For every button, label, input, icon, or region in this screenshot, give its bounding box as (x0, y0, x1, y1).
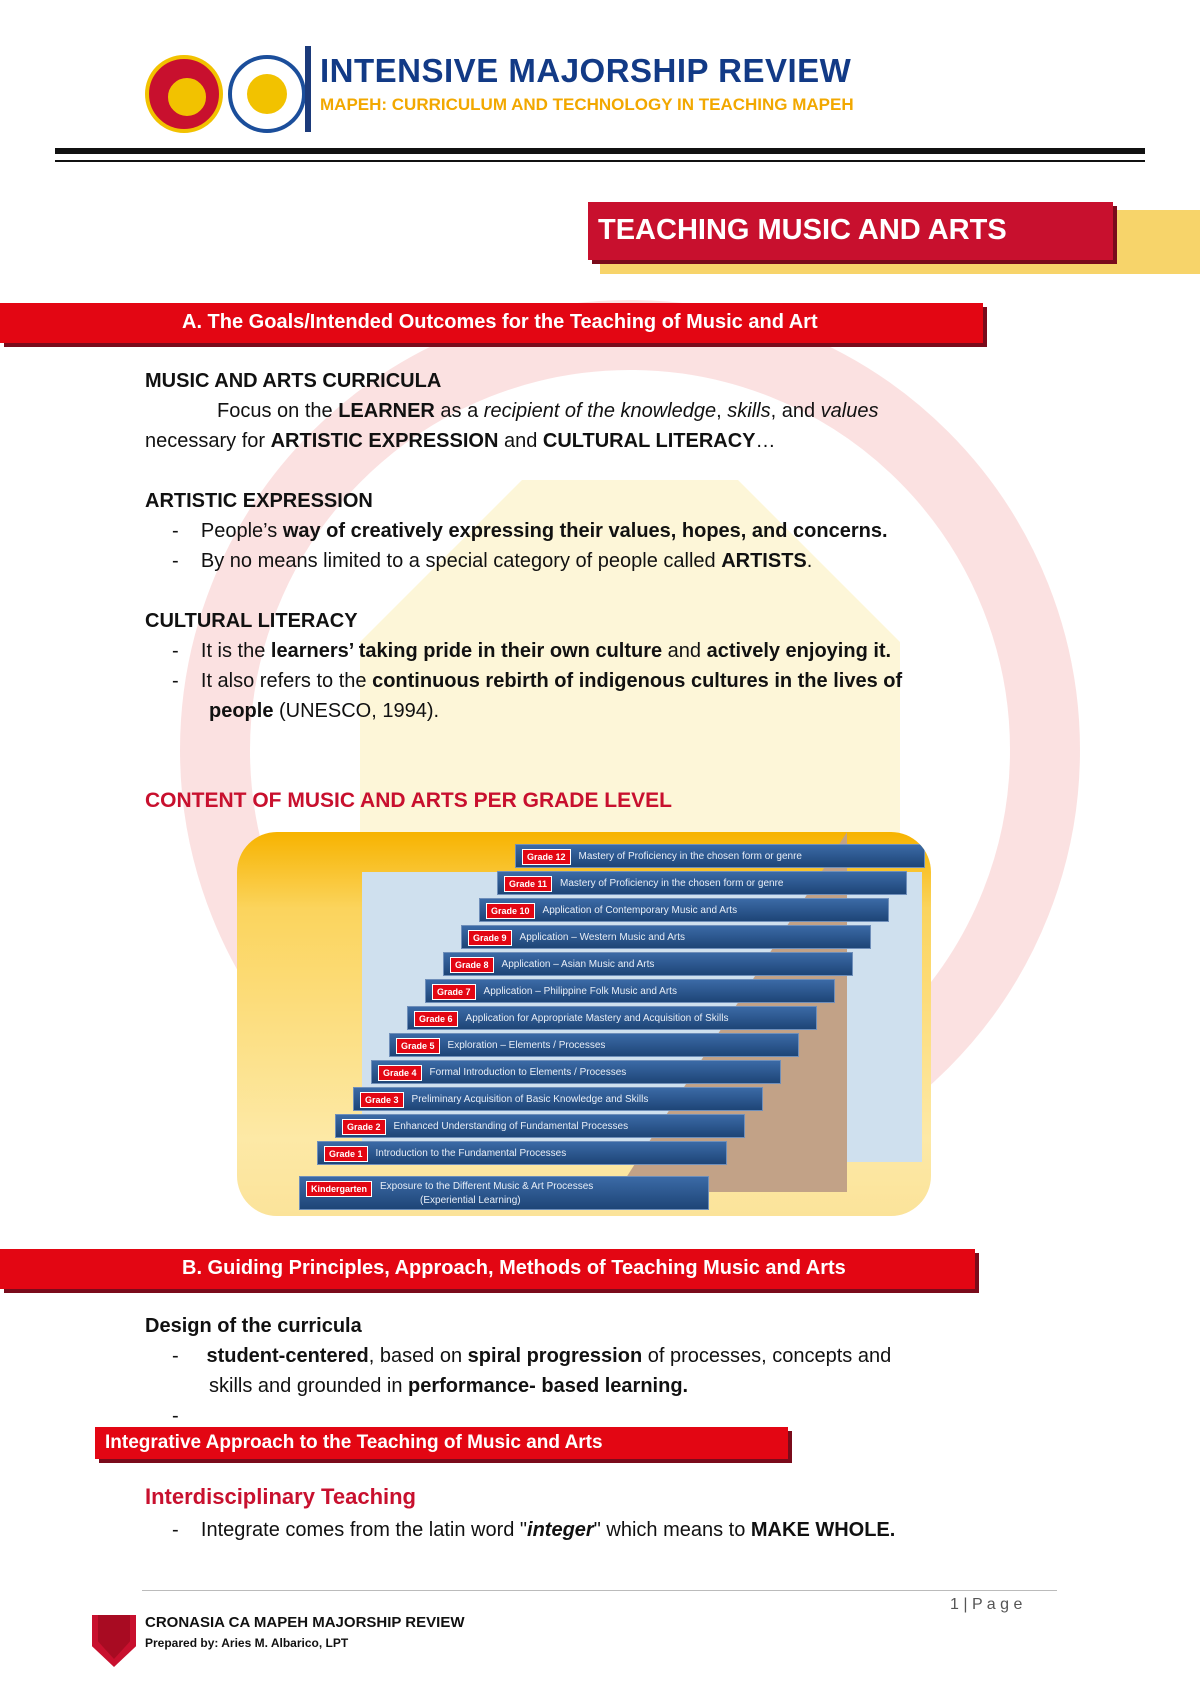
interdisciplinary-bullet: - Integrate comes from the latin word "integer" which means to MAKE WHOLE. (172, 1519, 896, 1541)
grade-badge: Grade 4 (378, 1065, 422, 1081)
stair-step (353, 1087, 763, 1111)
grade-level-stairs-diagram (237, 832, 931, 1216)
stair-step (407, 1006, 817, 1030)
stair-step (299, 1176, 709, 1210)
design-bullet-1: - student-centered, based on spiral progression of processes, concepts and (172, 1345, 892, 1367)
footer-shield-icon (92, 1615, 136, 1667)
integrative-bar: Integrative Approach to the Teaching of Music and Arts (95, 1427, 788, 1459)
stair-label: Application – Asian Music and Arts (501, 959, 655, 970)
cultural-bullet-2: - It also refers to the continuous rebirth of indigenous cultures in the lives of (172, 670, 903, 692)
curricula-paragraph-line1: Focus on the LEARNER as a recipient of the knowledge, skills, and values (217, 400, 879, 422)
cultural-heading: CULTURAL LITERACY (145, 610, 358, 632)
grade-badge: Grade 11 (504, 876, 552, 892)
content-heading: CONTENT OF MUSIC AND ARTS PER GRADE LEVEL (145, 789, 672, 812)
footer-line2: Prepared by: Aries M. Albarico, LPT (145, 1636, 349, 1650)
section-a-bar: A. The Goals/Intended Outcomes for the Teaching of Music and Art (0, 303, 983, 343)
grade-badge: Grade 9 (468, 930, 512, 946)
artistic-bullet-1: - People’s way of creatively expressing their values, hopes, and concerns. (172, 520, 888, 542)
page-title: TEACHING MUSIC AND ARTS (598, 214, 1007, 246)
grade-badge: Grade 3 (360, 1092, 404, 1108)
curricula-paragraph-line2: necessary for ARTISTIC EXPRESSION and CULTURAL LITERACY… (145, 430, 776, 452)
stair-step (425, 979, 835, 1003)
grade-badge: Grade 6 (414, 1011, 458, 1027)
header-rule-thin (55, 160, 1145, 162)
stair-label: Mastery of Proficiency in the chosen form or genre (560, 878, 784, 889)
header-subtitle: MAPEH: CURRICULUM AND TECHNOLOGY IN TEACHING MAPEH (320, 95, 854, 114)
stair-label: Formal Introduction to Elements / Processes (429, 1067, 627, 1078)
stair-label: Enhanced Understanding of Fundamental Processes (393, 1121, 629, 1132)
stair-step (389, 1033, 799, 1057)
stair-step (515, 844, 925, 868)
grade-badge: Grade 12 (522, 849, 571, 865)
cultural-bullet-2-cont: people (UNESCO, 1994). (209, 700, 440, 722)
artistic-bullet-2: - By no means limited to a special category of people called ARTISTS. (172, 550, 813, 572)
page-number: 1 | P a g e (950, 1596, 1023, 1613)
cultural-bullet-1: - It is the learners’ taking pride in their own culture and actively enjoying it. (172, 640, 892, 662)
stair-label: Exposure to the Different Music & Art Processes (Experiential Learning) (380, 1181, 594, 1206)
footer-line1: CRONASIA CA MAPEH MAJORSHIP REVIEW (145, 1614, 465, 1631)
artistic-heading: ARTISTIC EXPRESSION (145, 490, 373, 512)
stair-step (443, 952, 853, 976)
header-divider (305, 46, 311, 132)
design-bullet-1-cont: skills and grounded in performance- based learning. (209, 1375, 689, 1397)
grade-badge: Grade 2 (342, 1119, 386, 1135)
curricula-heading: MUSIC AND ARTS CURRICULA (145, 370, 442, 392)
grade-badge: Grade 10 (486, 903, 535, 919)
design-bullet-2: - (172, 1405, 179, 1427)
school-seal-logo (145, 55, 223, 133)
stair-step (335, 1114, 745, 1138)
stair-label: Mastery of Proficiency in the chosen form or genre (578, 851, 802, 862)
stair-step (479, 898, 889, 922)
stair-label: Application of Contemporary Music and Arts (542, 905, 738, 916)
grade-badge: Grade 8 (450, 957, 494, 973)
interdisciplinary-heading: Interdisciplinary Teaching (145, 1484, 416, 1509)
header-title: INTENSIVE MAJORSHIP REVIEW (320, 52, 852, 89)
stair-step (497, 871, 907, 895)
stair-label: Application for Appropriate Mastery and Acquisition of Skills (465, 1013, 729, 1024)
page-title-box (588, 202, 1113, 260)
stair-label: Exploration – Elements / Processes (447, 1040, 606, 1051)
review-center-logo (228, 55, 306, 133)
design-heading: Design of the curricula (145, 1315, 362, 1337)
section-b-bar: B. Guiding Principles, Approach, Methods of Teaching Music and Arts (0, 1249, 975, 1289)
grade-badge: Grade 1 (324, 1146, 368, 1162)
footer-rule (142, 1590, 1057, 1591)
grade-badge: Grade 5 (396, 1038, 440, 1054)
stair-step (317, 1141, 727, 1165)
stair-label: Preliminary Acquisition of Basic Knowledge and Skills (411, 1094, 649, 1105)
stair-step (461, 925, 871, 949)
header-rule (55, 148, 1145, 154)
stair-label-line2: (Experiential Learning) (420, 1195, 521, 1206)
grade-badge: Grade 7 (432, 984, 476, 1000)
stair-label: Application – Western Music and Arts (519, 932, 685, 943)
stair-step (371, 1060, 781, 1084)
stair-label: Application – Philippine Folk Music and Arts (483, 986, 677, 997)
stair-label: Introduction to the Fundamental Processes (375, 1148, 567, 1159)
grade-badge: Kindergarten (306, 1181, 372, 1197)
